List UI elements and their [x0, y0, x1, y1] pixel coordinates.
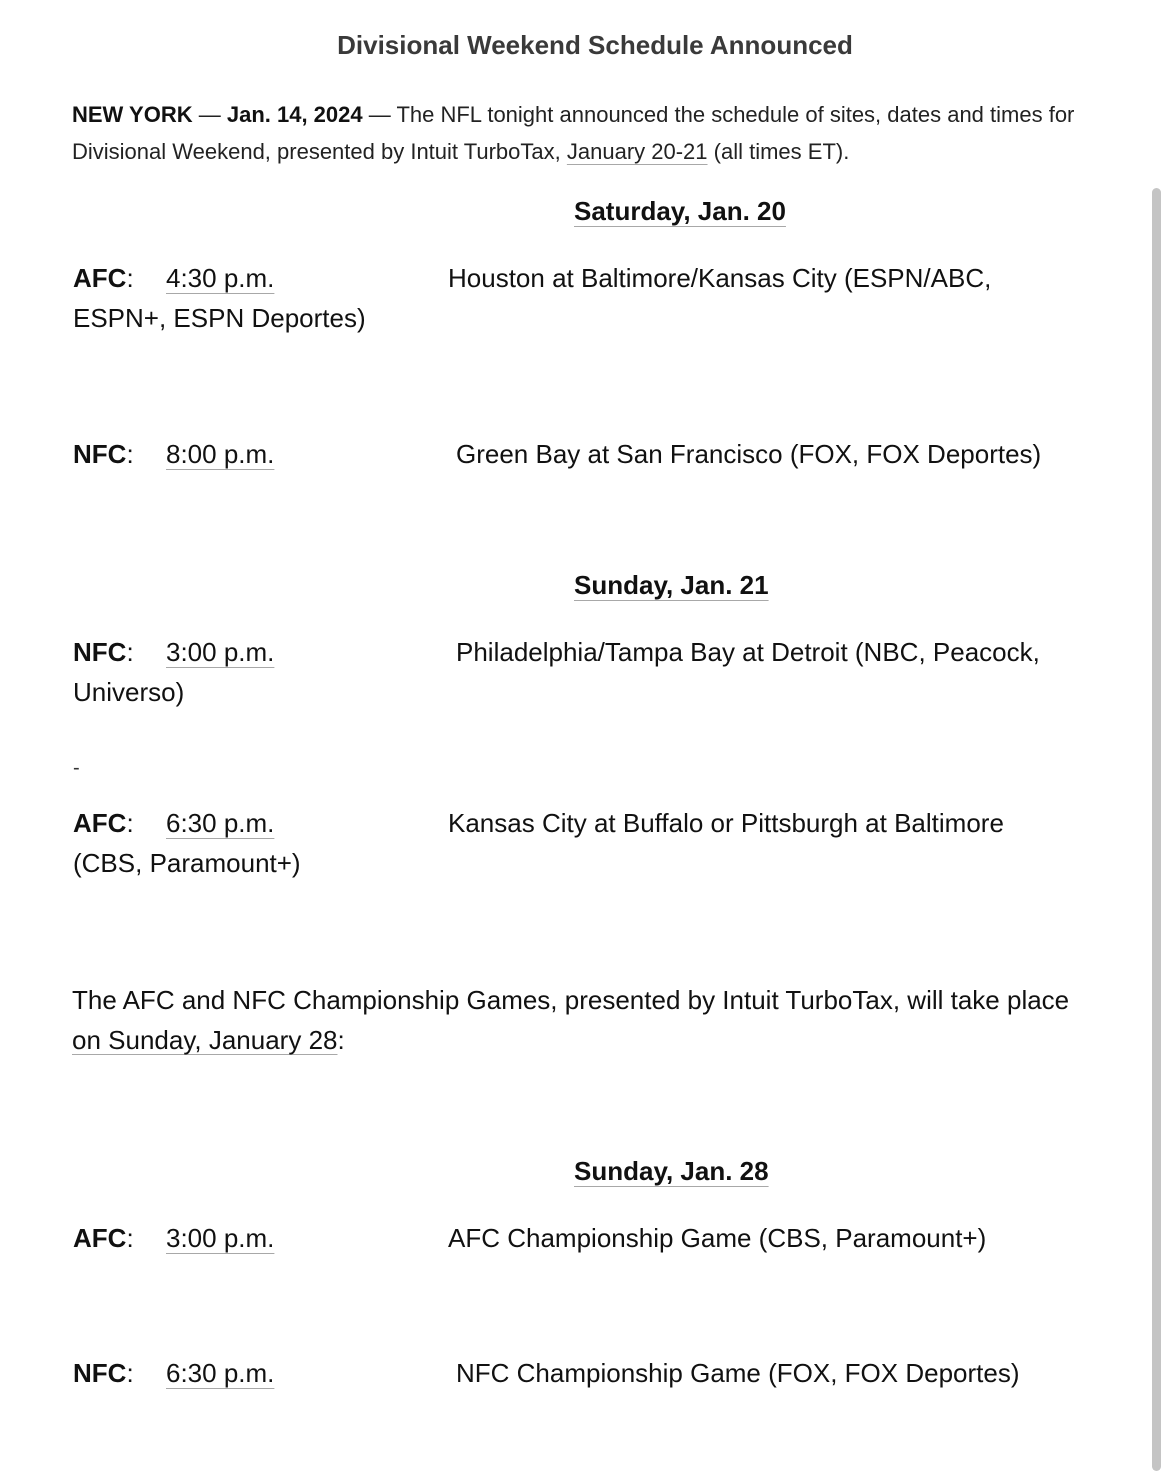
- dateline-separator: —: [362, 102, 397, 127]
- game-time[interactable]: 8:00 p.m.: [166, 439, 275, 469]
- game-matchup: Houston at Baltimore/Kansas City (ESPN/ABC,: [448, 263, 992, 293]
- day-heading-sunday-21[interactable]: Sunday, Jan. 21: [574, 570, 769, 600]
- article-title: Divisional Weekend Schedule Announced: [337, 30, 853, 60]
- game-time[interactable]: 3:00 p.m.: [166, 637, 275, 667]
- game-row: [73, 803, 1123, 883]
- game-matchup: Philadelphia/Tampa Bay at Detroit (NBC, Peacock,: [456, 637, 1040, 667]
- game-matchup-wrap: ESPN+, ESPN Deportes): [73, 303, 366, 333]
- intro-text-end: (all times ET).: [707, 139, 850, 164]
- championship-paragraph: [72, 980, 1102, 1060]
- conference-label: NFC: [73, 1358, 127, 1388]
- game-row: [73, 258, 1123, 338]
- game-matchup: AFC Championship Game (CBS, Paramount+): [448, 1223, 987, 1253]
- colon: :: [126, 439, 134, 469]
- dateline-separator: —: [192, 102, 227, 127]
- championship-text-end: :: [337, 1025, 345, 1055]
- day-heading-saturday[interactable]: Saturday, Jan. 20: [574, 196, 786, 226]
- game-row: [73, 632, 1123, 712]
- game-time[interactable]: 3:00 p.m.: [166, 1223, 275, 1253]
- conference-label: AFC: [73, 263, 127, 293]
- game-matchup: NFC Championship Game (FOX, FOX Deportes): [456, 1358, 1020, 1388]
- vertical-scrollbar[interactable]: [1152, 188, 1161, 1471]
- colon: :: [126, 1358, 134, 1388]
- colon: :: [126, 808, 134, 838]
- conference-label: NFC: [73, 637, 127, 667]
- championship-date-link[interactable]: on Sunday, January 28: [72, 1025, 338, 1055]
- dateline-city: NEW YORK: [72, 102, 193, 127]
- conference-label: NFC: [73, 439, 127, 469]
- game-matchup-wrap: (CBS, Paramount+): [73, 848, 301, 878]
- conference-label: AFC: [73, 1223, 127, 1253]
- game-row: [73, 1218, 1123, 1258]
- day-heading-sunday-28[interactable]: Sunday, Jan. 28: [574, 1156, 769, 1186]
- separator-dash: -: [73, 757, 80, 779]
- game-time[interactable]: 4:30 p.m.: [166, 263, 275, 293]
- colon: :: [126, 637, 134, 667]
- intro-paragraph: [72, 96, 1112, 170]
- game-row: [73, 434, 1123, 474]
- intro-text: The NFL tonight announced the schedule of sites, dates and times for Divisional Weekend, presented by Intuit TurboTax,: [72, 102, 1075, 164]
- colon: :: [126, 1223, 134, 1253]
- game-time[interactable]: 6:30 p.m.: [166, 1358, 275, 1388]
- conference-label: AFC: [73, 808, 127, 838]
- game-matchup: Green Bay at San Francisco (FOX, FOX Deportes): [456, 439, 1042, 469]
- dateline-date: Jan. 14, 2024: [226, 102, 363, 127]
- game-time[interactable]: 6:30 p.m.: [166, 808, 275, 838]
- game-row: [73, 1353, 1123, 1393]
- colon: :: [126, 263, 134, 293]
- game-matchup: Kansas City at Buffalo or Pittsburgh at Baltimore: [448, 808, 1004, 838]
- game-matchup-wrap: Universo): [73, 677, 185, 707]
- date-link[interactable]: January 20-21: [566, 139, 708, 164]
- championship-text: The AFC and NFC Championship Games, presented by Intuit TurboTax, will take place: [72, 985, 1070, 1015]
